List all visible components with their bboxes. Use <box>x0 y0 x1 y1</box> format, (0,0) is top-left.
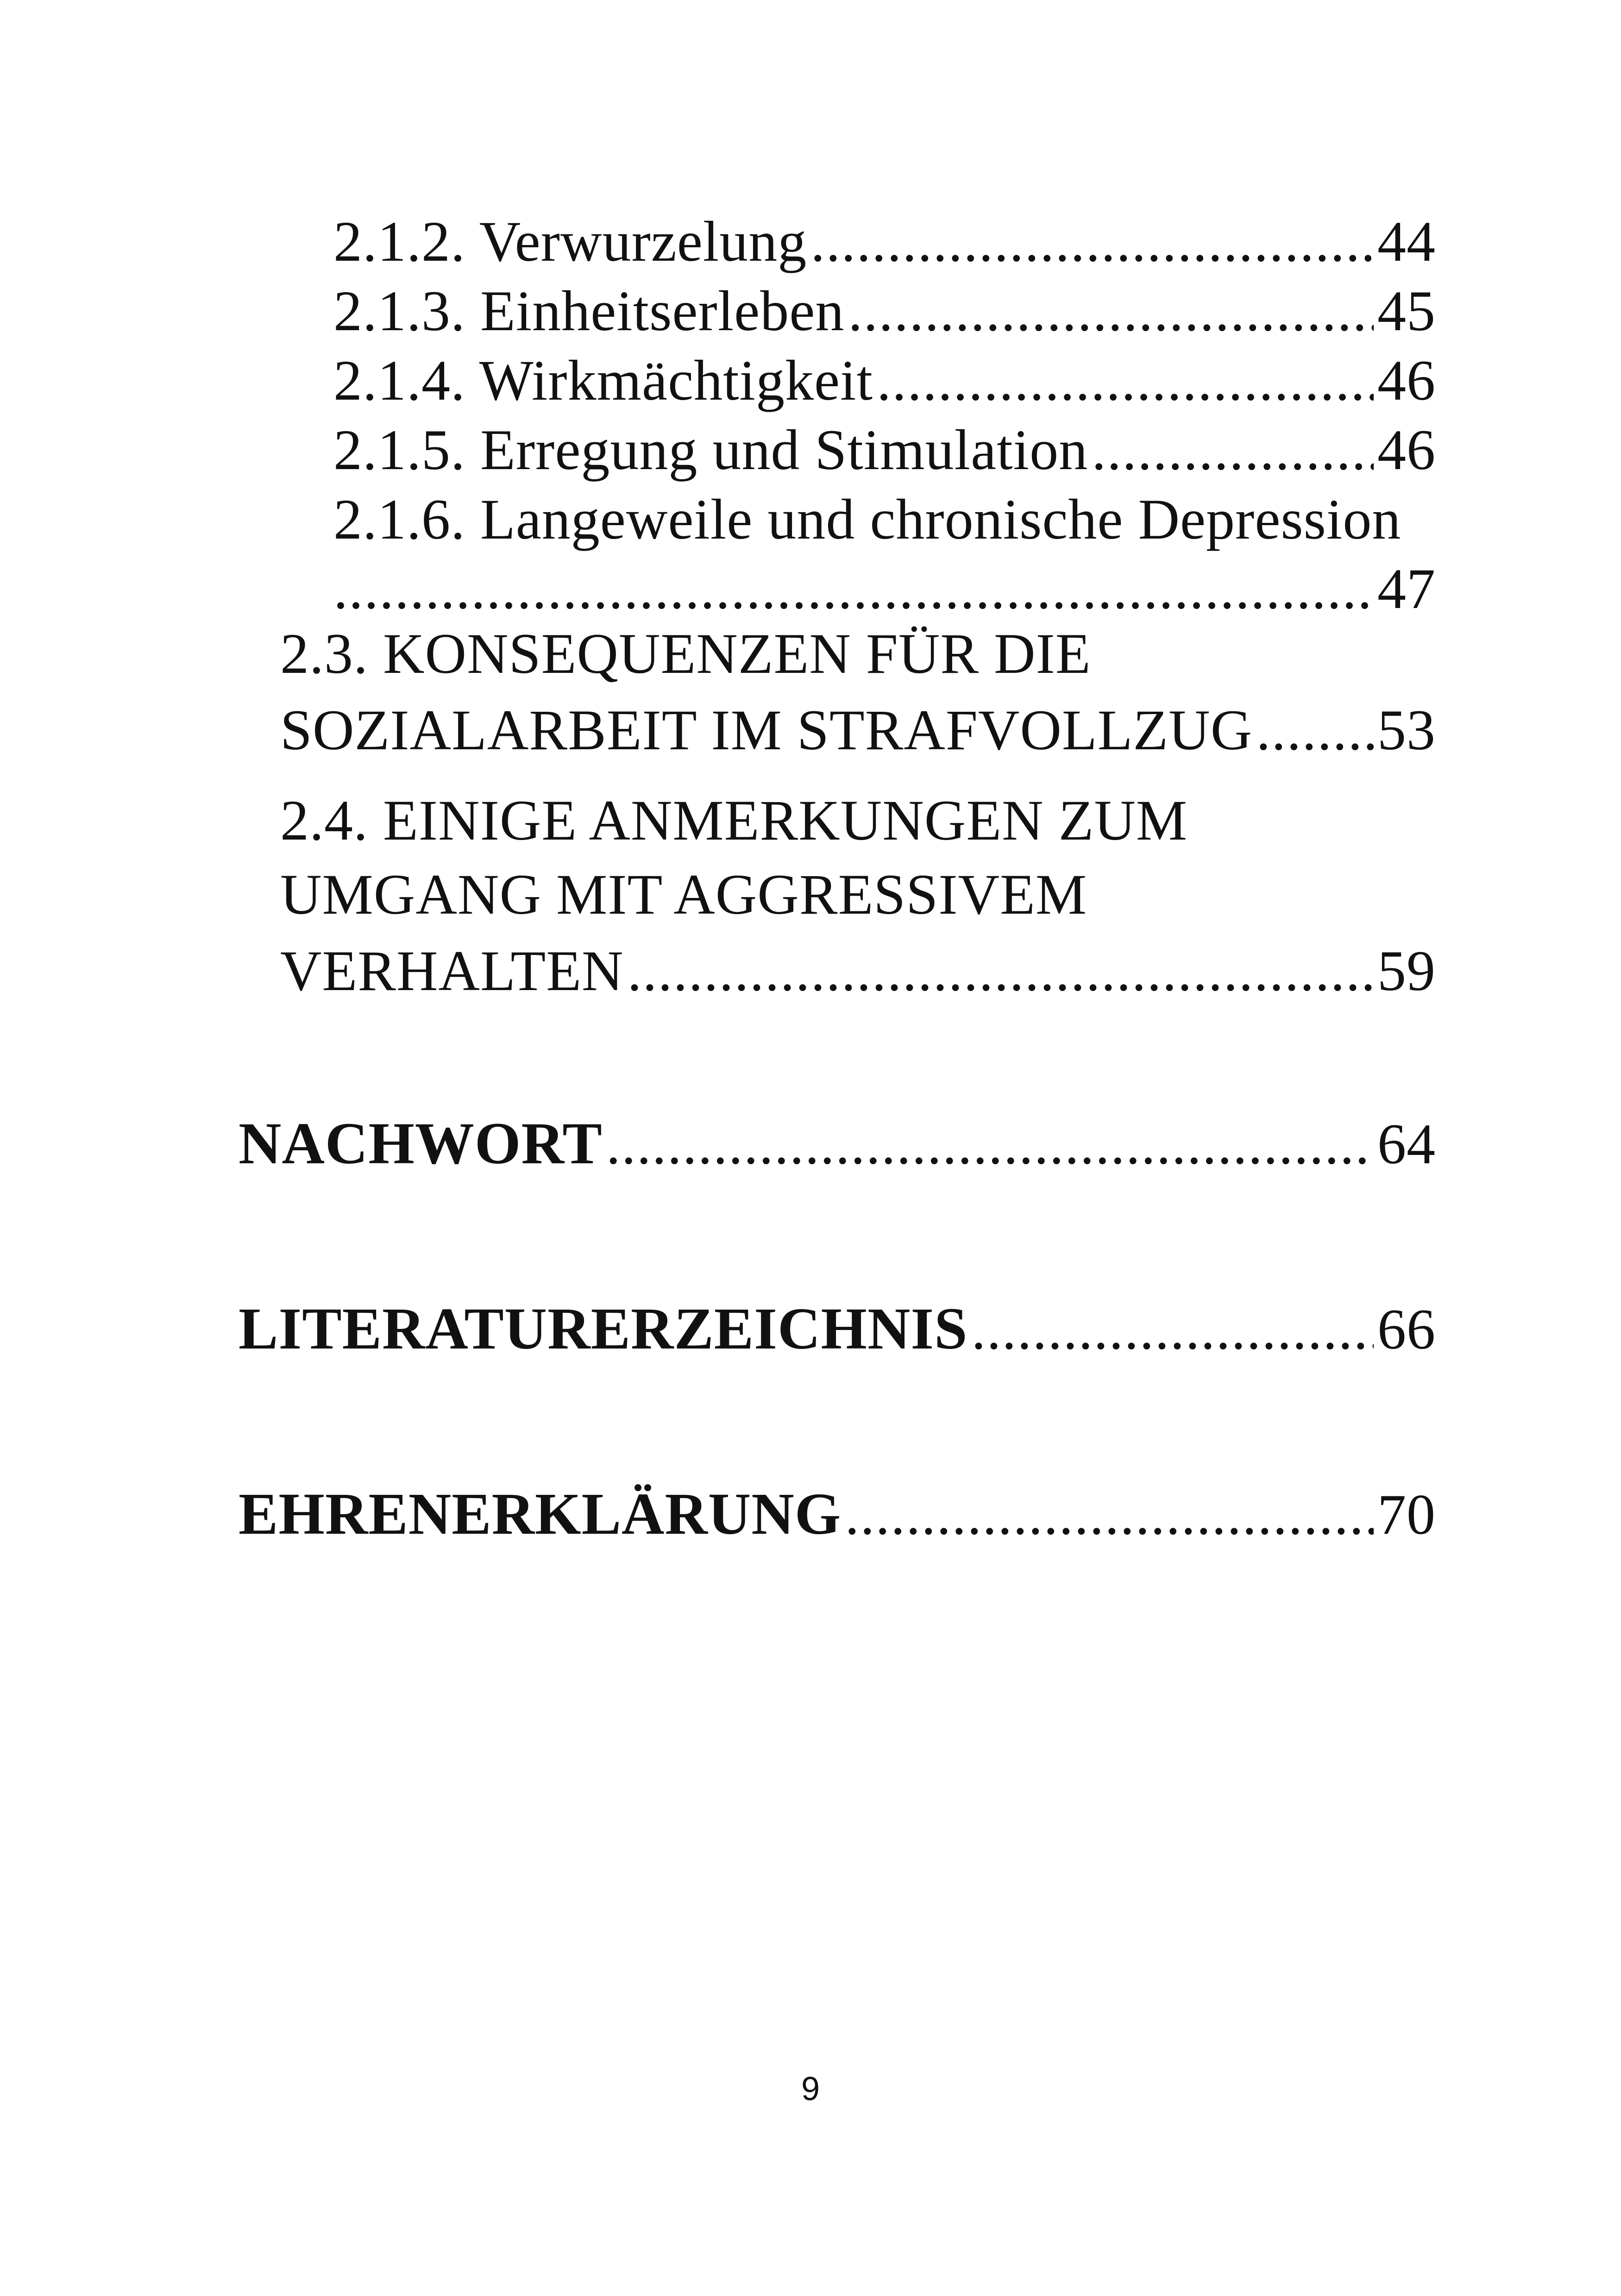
toc-leader-dots <box>810 213 1374 270</box>
toc-leader-dots <box>606 1116 1374 1173</box>
toc-entry-page: 45 <box>1377 279 1436 343</box>
toc-entry-label: 2.1.4. Wirkmächtigkeit <box>333 349 873 412</box>
toc-entry-label: 2.1.2. Verwurzelung <box>333 210 807 273</box>
toc-entry-label: 2.1.5. Erregung und Stimulation <box>333 418 1088 482</box>
toc-leader-dots <box>877 352 1374 409</box>
toc-entry-2-3 <box>280 698 1436 762</box>
toc-entry-2-1-4 <box>333 349 1436 412</box>
toc-entry-label: NACHWORT <box>239 1110 603 1176</box>
page-number: 9 <box>801 2070 820 2108</box>
toc-leader-dots <box>1092 421 1374 479</box>
toc-leader-dots <box>848 282 1374 340</box>
toc-entry-label: SOZIALARBEIT IM STRAFVOLLZUG <box>280 698 1253 762</box>
toc-entry-label: EHRENERKLÄRUNG <box>239 1481 842 1547</box>
toc-entry-2-4-line1: 2.4. EINIGE ANMERKUNGEN ZUM <box>280 789 1188 852</box>
toc-entry-page: 53 <box>1377 698 1436 762</box>
toc-entry-2-1-6 <box>333 557 1436 621</box>
toc-leader-dots <box>1256 702 1374 759</box>
toc-entry-page: 70 <box>1377 1483 1436 1546</box>
toc-entry-literaturerzeichnis <box>239 1296 1436 1361</box>
toc-entry-2-1-2 <box>333 210 1436 273</box>
toc-entry-2-4 <box>280 939 1436 1003</box>
toc-entry-page: 47 <box>1377 557 1436 621</box>
toc-entry-label: LITERATURERZEICHNIS <box>239 1296 968 1361</box>
toc-entry-2-3-line1: 2.3. KONSEQUENZEN FÜR DIE <box>280 622 1091 685</box>
toc-entry-2-1-6-label: 2.1.6. Langeweile und chronische Depression <box>333 488 1401 551</box>
toc-entry-page: 66 <box>1377 1298 1436 1361</box>
toc-entry-page: 46 <box>1377 418 1436 482</box>
toc-entry-2-4-line2: UMGANG MIT AGGRESSIVEM <box>280 863 1087 926</box>
toc-entry-ehrenerklaerung <box>239 1481 1436 1547</box>
toc-leader-dots <box>333 560 1374 618</box>
toc-entry-page: 64 <box>1377 1112 1436 1176</box>
toc-entry-label: 2.1.3. Einheitserleben <box>333 279 845 343</box>
toc-entry-2-1-3 <box>333 279 1436 343</box>
toc-leader-dots <box>628 942 1374 1000</box>
toc-entry-page: 46 <box>1377 349 1436 412</box>
toc-entry-label: VERHALTEN <box>280 939 624 1003</box>
toc-entry-page: 59 <box>1377 939 1436 1003</box>
toc-leader-dots <box>845 1486 1374 1543</box>
toc-leader-dots <box>971 1301 1374 1358</box>
toc-entry-page: 44 <box>1377 210 1436 273</box>
toc-entry-nachwort <box>239 1110 1436 1176</box>
toc-entry-2-1-5 <box>333 418 1436 482</box>
